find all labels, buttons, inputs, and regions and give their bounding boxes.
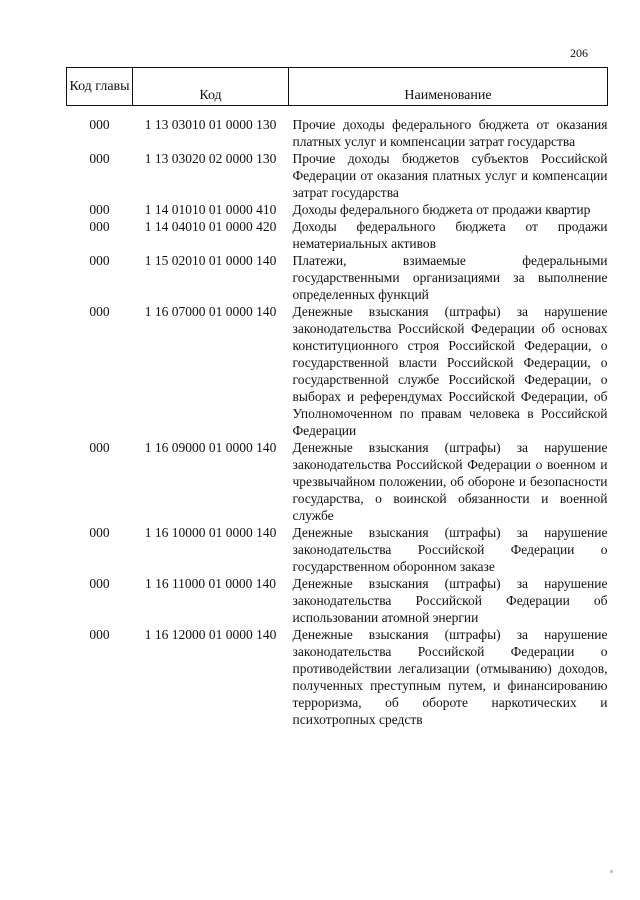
- header-chapter-code: Код главы: [67, 68, 133, 106]
- name-cell: Прочие доходы бюджетов субъектов Российской Федерации от оказания платных услуг и компенсации затрат государства: [292, 151, 608, 200]
- name-cell: Денежные взыскания (штрафы) за нарушение законодательства Российской Федерации об использовании атомной энергии: [292, 576, 608, 625]
- chapter-code-cell: 000: [89, 525, 110, 540]
- name-cell: Доходы федерального бюджета от продажи квартир: [292, 202, 591, 217]
- chapter-code-cell: 000: [89, 219, 110, 234]
- name-cell: Платежи, взимаемые федеральными государственными организациями за выполнение определенных функций: [292, 253, 608, 302]
- name-cell: Доходы федерального бюджета от продажи нематериальных активов: [292, 219, 608, 251]
- table-row: [67, 439, 608, 524]
- chapter-code-cell: 000: [89, 304, 110, 319]
- code-cell: 1 14 04010 01 0000 420: [144, 219, 277, 234]
- name-cell: Денежные взыскания (штрафы) за нарушение законодательства Российской Федерации о государственном оборонном заказе: [292, 525, 608, 574]
- table-row: [67, 201, 608, 218]
- header-code: Код: [133, 68, 289, 106]
- code-cell: 1 13 03010 01 0000 130: [144, 117, 277, 132]
- name-cell: Денежные взыскания (штрафы) за нарушение законодательства Российской Федерации о военном и чрезвычайном положении, об обороне и безопасности государства, о воинской обязанности и военной службе: [292, 440, 608, 523]
- table-row: [67, 106, 608, 151]
- scan-speck: [610, 870, 613, 873]
- chapter-code-cell: 000: [89, 440, 110, 455]
- name-cell: Денежные взыскания (штрафы) за нарушение законодательства Российской Федерации об основах конституционного строя Российской Федерации, о государственной власти Российской Федерации, о государственной службе Российской Федерации, о выборах и референдумах Российской Федерации, об Уполномоченном по правам человека в Российской Федерации: [292, 304, 608, 438]
- table-row: [67, 218, 608, 252]
- code-cell: 1 15 02010 01 0000 140: [144, 253, 277, 268]
- code-cell: 1 13 03020 02 0000 130: [144, 151, 277, 166]
- code-cell: 1 16 11000 01 0000 140: [144, 576, 277, 591]
- name-cell: Денежные взыскания (штрафы) за нарушение законодательства Российской Федерации о противодействии легализации (отмыванию) доходов, полученных преступным путем, и финансированию терроризма, об обороте наркотических и психотропных средств: [292, 627, 608, 727]
- chapter-code-cell: 000: [89, 202, 110, 217]
- chapter-code-cell: 000: [89, 253, 110, 268]
- chapter-code-cell: 000: [89, 576, 110, 591]
- table-row: [67, 626, 608, 728]
- chapter-code-cell: 000: [89, 627, 110, 642]
- table-body: [67, 106, 608, 729]
- chapter-code-cell: 000: [89, 117, 110, 132]
- name-cell: Прочие доходы федерального бюджета от оказания платных услуг и компенсации затрат государства: [292, 117, 608, 149]
- code-cell: 1 16 09000 01 0000 140: [144, 440, 277, 455]
- code-cell: 1 16 10000 01 0000 140: [144, 525, 277, 540]
- table-row: [67, 303, 608, 439]
- table-row: [67, 524, 608, 575]
- table-header-row: [67, 68, 608, 106]
- table-row: [67, 575, 608, 626]
- table-row: [67, 150, 608, 201]
- table-row: [67, 252, 608, 303]
- header-name: Наименование: [289, 68, 608, 106]
- income-codes-table: [66, 67, 608, 728]
- page-number: 206: [570, 46, 588, 60]
- code-cell: 1 16 12000 01 0000 140: [144, 627, 277, 642]
- code-cell: 1 16 07000 01 0000 140: [144, 304, 277, 319]
- code-cell: 1 14 01010 01 0000 410: [144, 202, 277, 217]
- chapter-code-cell: 000: [89, 151, 110, 166]
